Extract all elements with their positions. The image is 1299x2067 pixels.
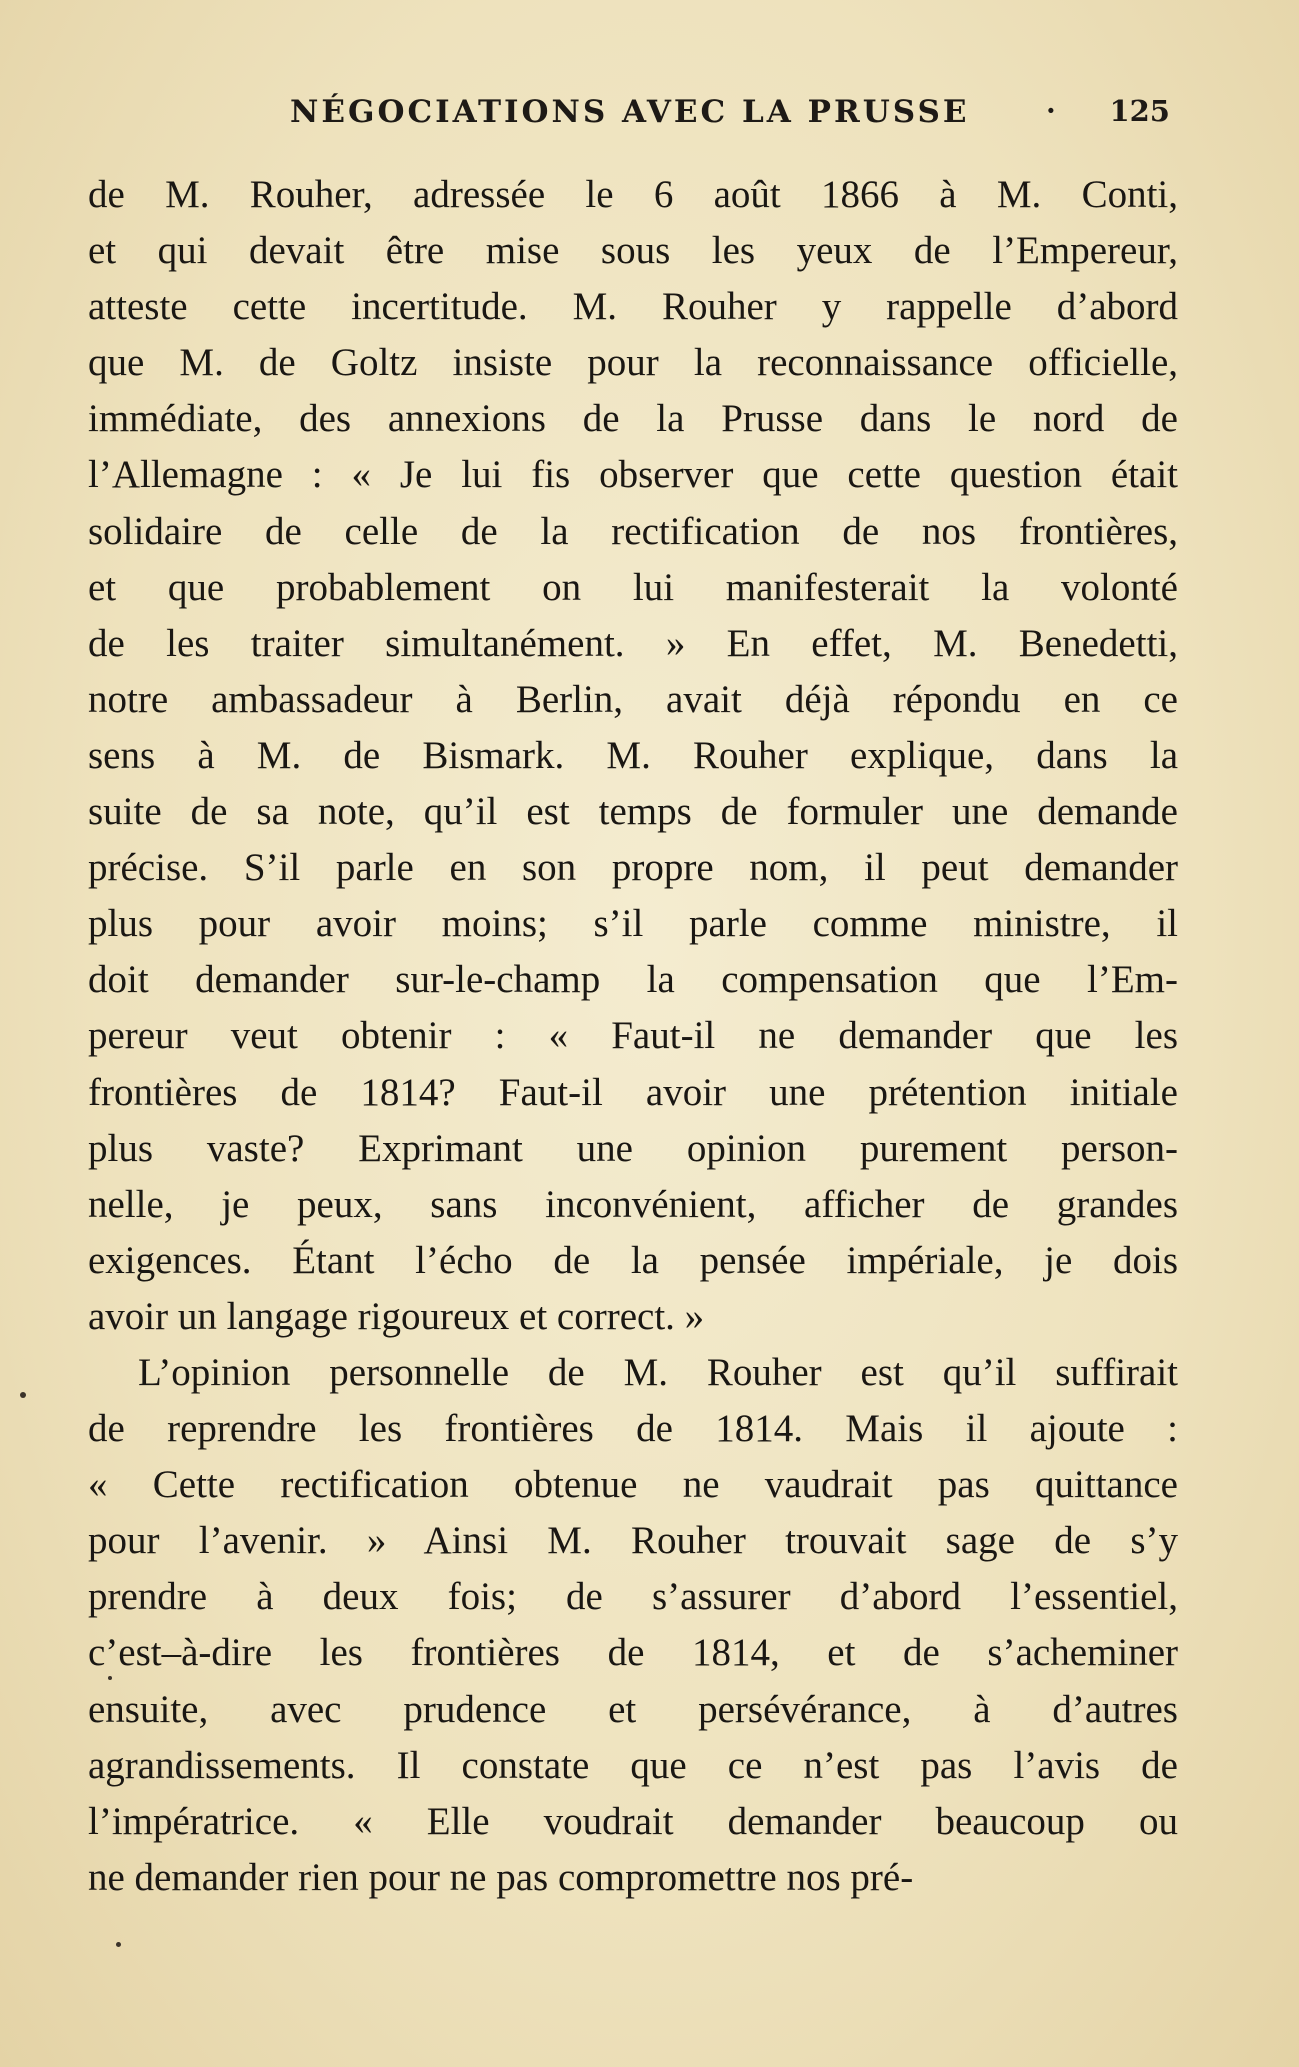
text-line: plus vaste? Exprimant une opinion purement person- [88,1126,1178,1170]
text-line: et qui devait être mise sous les yeux de l’Empereur, [88,229,1178,273]
text-line: de M. Rouher, adressée le 6 août 1866 à M. Conti, [88,173,1178,216]
text-line: L’opinion personnelle de M. Rouher est qu’il suffirait [138,1350,1178,1394]
text-line: plus pour avoir moins; s’il parle comme ministre, il [88,902,1178,946]
text-line: « Cette rectification obtenue ne vaudrait pas quittance [88,1463,1178,1507]
text-line: frontières de 1814? Faut-il avoir une prétention initiale [88,1070,1178,1114]
ink-speck [116,1942,121,1947]
text-line: suite de sa note, qu’il est temps de formuler une demande [88,790,1178,834]
text-line: c’est–à-dire les frontières de 1814, et de s’acheminer [88,1631,1178,1675]
text-line: nelle, je peux, sans inconvénient, afficher de grandes [88,1182,1178,1226]
text-line: que M. de Goltz insiste pour la reconnaissance officielle, [88,341,1178,385]
text-line: notre ambassadeur à Berlin, avait déjà répondu en ce [88,677,1178,721]
text-line: immédiate, des annexions de la Prusse dans le nord de [88,397,1178,441]
text-line: ne demander rien pour ne pas compromettre nos pré- [88,1855,914,1899]
text-line: et que probablement on lui manifesterait la volonté [88,565,1178,609]
ink-speck [20,1392,26,1398]
text-line: pour l’avenir. » Ainsi M. Rouher trouvait sage de s’y [88,1519,1178,1563]
header-separator: · [1046,94,1056,127]
text-line: agrandissements. Il constate que ce n’est pas l’avis de [88,1743,1178,1787]
text-line: précise. S’il parle en son propre nom, il peut demander [88,846,1178,890]
body-text [88,167,1178,1906]
page-number: 125 [1109,94,1170,128]
running-head [290,94,1170,134]
text-line: atteste cette incertitude. M. Rouher y rappelle d’abord [88,285,1178,329]
text-line: de les traiter simultanément. » En effet, M. Benedetti, [88,621,1178,665]
text-line: solidaire de celle de la rectification de nos frontières, [88,509,1178,553]
text-line: pereur veut obtenir : « Faut-il ne demander que les [88,1014,1178,1058]
text-line: doit demander sur-le-champ la compensation que l’Em- [88,958,1178,1002]
text-line: ensuite, avec prudence et persévérance, à d’autres [88,1687,1178,1731]
ink-speck [108,1676,112,1680]
text-line: avoir un langage rigoureux et correct. » [88,1294,705,1338]
text-line: l’Allemagne : « Je lui fis observer que cette question était [88,453,1178,497]
text-line: de reprendre les frontières de 1814. Mais il ajoute : [88,1407,1178,1451]
text-line: exigences. Étant l’écho de la pensée impériale, je dois [88,1238,1178,1282]
running-title: NÉGOCIATIONS AVEC LA PRUSSE [290,94,970,130]
text-line: prendre à deux fois; de s’assurer d’abord l’essentiel, [88,1575,1178,1619]
text-line: l’impératrice. « Elle voudrait demander beaucoup ou [88,1799,1178,1843]
text-line: sens à M. de Bismark. M. Rouher explique, dans la [88,733,1178,777]
